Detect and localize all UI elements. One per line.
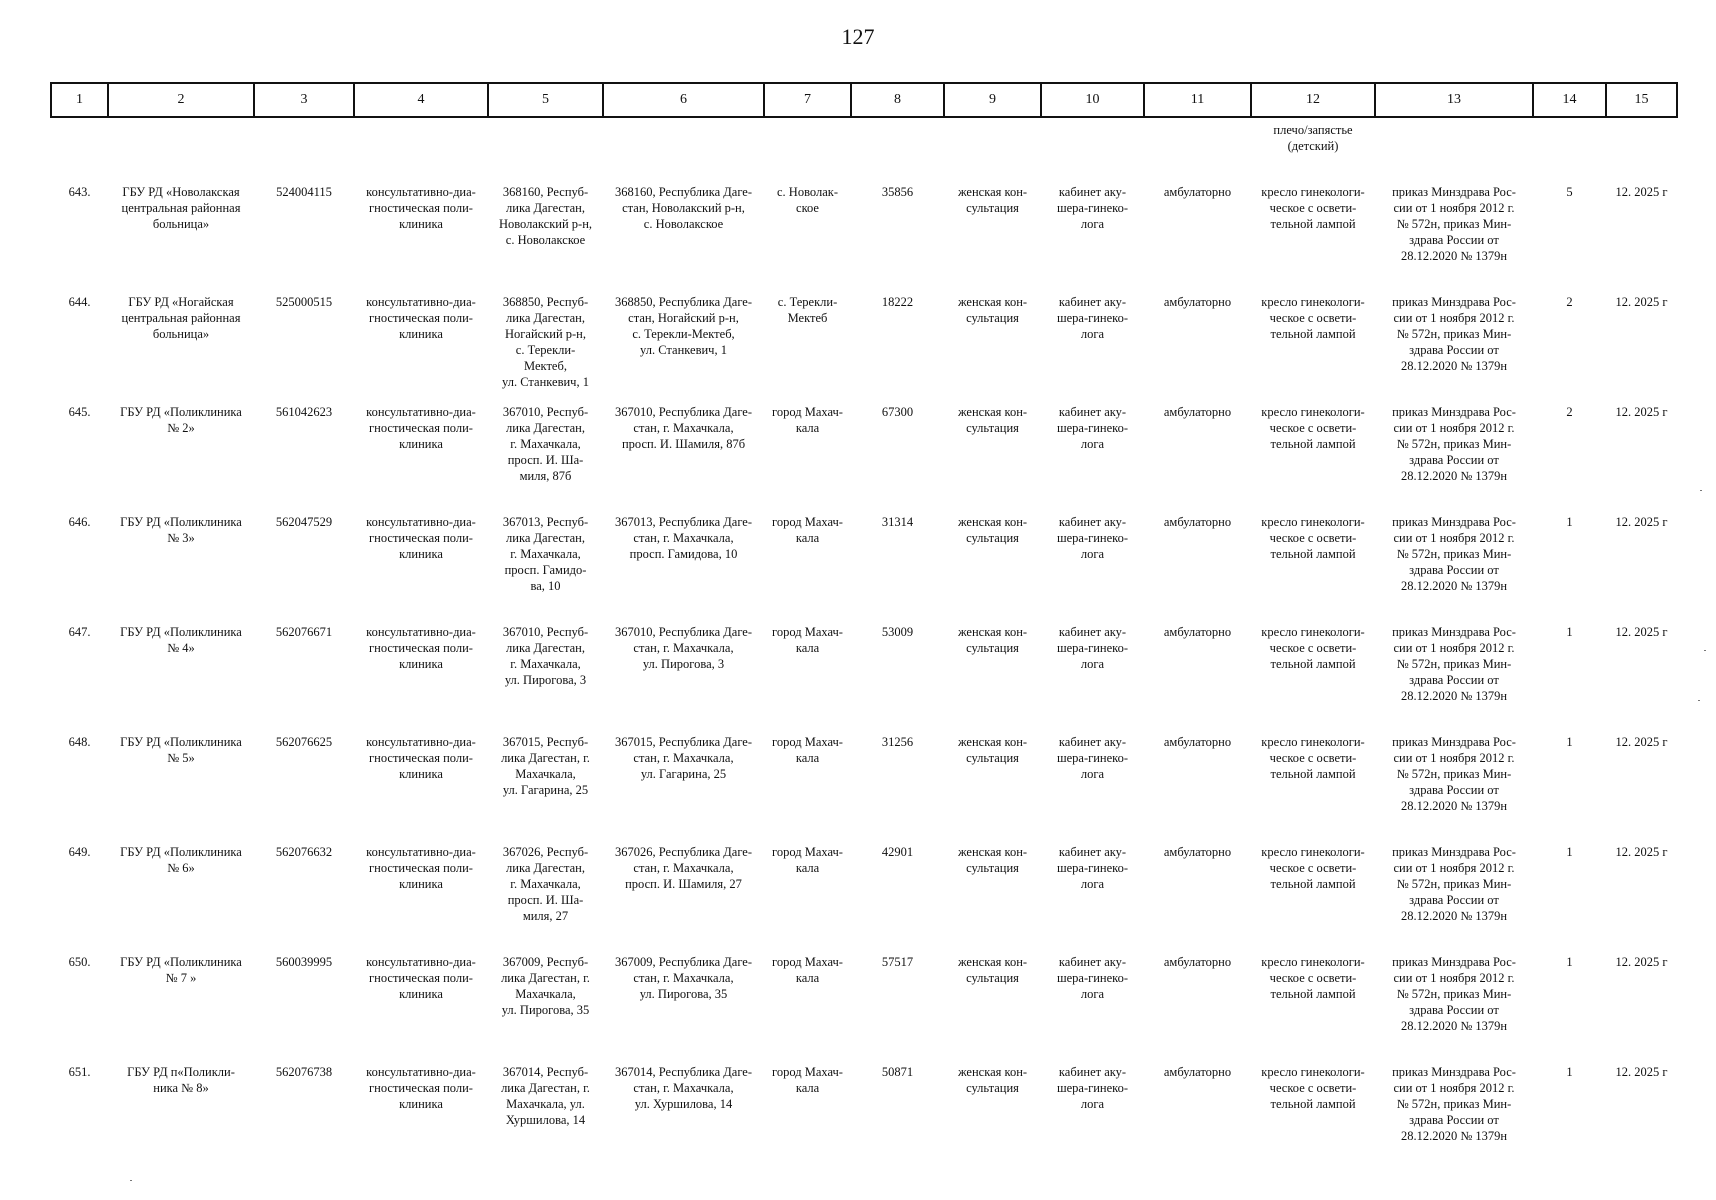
care-mode: амбулаторно <box>1163 405 1232 419</box>
unit: женская кон- сультация <box>957 185 1028 215</box>
organization-name: ГБУ РД п«Поликли- ника № 8» <box>127 1065 235 1095</box>
locality: город Махач- кала <box>772 515 843 545</box>
legal-address: 367014, Респуб- лика Дагестан, г. Махачкала, ул. Хуршилова, 14 <box>501 1065 590 1127</box>
row-number: 647. <box>68 625 91 639</box>
header-cell: 8 <box>851 83 944 117</box>
deadline: 12. 2025 г <box>1615 955 1668 969</box>
population: 50871 <box>881 1065 914 1079</box>
actual-address: 368160, Республика Даге- стан, Новолакский р-н, с. Новолакское <box>615 185 752 231</box>
equipment: кресло гинекологи- ческое с освети- тельной лампой <box>1261 405 1365 451</box>
table-row <box>51 176 1677 286</box>
deadline: 12. 2025 г <box>1615 845 1668 859</box>
quantity: 1 <box>1566 845 1573 859</box>
quantity: 1 <box>1566 515 1573 529</box>
row-number: 645. <box>68 405 91 419</box>
room: кабинет аку- шера-гинеко- лога <box>1056 845 1129 891</box>
care-mode: амбулаторно <box>1163 185 1232 199</box>
organization-code: 562047529 <box>275 515 333 529</box>
room: кабинет аку- шера-гинеко- лога <box>1056 955 1129 1001</box>
regulation-order: приказ Минздрава Рос- сии от 1 ноября 2012 г. № 572н, приказ Мин- здрава России от 28.12.2020 № 1379н <box>1392 295 1516 373</box>
header-cell: 4 <box>354 83 488 117</box>
legal-address: 367026, Респуб- лика Дагестан, г. Махачкала, просп. И. Ша- миля, 27 <box>502 845 589 923</box>
unit: женская кон- сультация <box>957 845 1028 875</box>
legal-address: 368160, Респуб- лика Дагестан, Новолакский р-н, с. Новолакское <box>498 185 593 247</box>
quantity: 1 <box>1566 735 1573 749</box>
regulation-order: приказ Минздрава Рос- сии от 1 ноября 2012 г. № 572н, приказ Мин- здрава России от 28.12.2020 № 1379н <box>1392 515 1516 593</box>
header-cell: 9 <box>944 83 1041 117</box>
organization-name: ГБУ РД «Поликлиника № 4» <box>120 625 242 655</box>
organization-code: 562076738 <box>275 1065 333 1079</box>
deadline: 12. 2025 г <box>1615 185 1668 199</box>
row-number: 650. <box>68 955 91 969</box>
population: 42901 <box>881 845 914 859</box>
deadline: 12. 2025 г <box>1615 515 1668 529</box>
scan-speck <box>1700 490 1702 491</box>
population: 31314 <box>881 515 914 529</box>
header-cell: 7 <box>764 83 851 117</box>
regulation-order: приказ Минздрава Рос- сии от 1 ноября 2012 г. № 572н, приказ Мин- здрава России от 28.12.2020 № 1379н <box>1392 625 1516 703</box>
actual-address: 367010, Республика Даге- стан, г. Махачкала, просп. И. Шамиля, 87б <box>615 405 752 451</box>
header-cell: 1 <box>51 83 108 117</box>
locality: город Махач- кала <box>772 735 843 765</box>
equipment: кресло гинекологи- ческое с освети- тельной лампой <box>1261 845 1365 891</box>
equipment: кресло гинекологи- ческое с освети- тельной лампой <box>1261 515 1365 561</box>
scan-speck <box>1704 650 1706 651</box>
equipment: кресло гинекологи- ческое с освети- тельной лампой <box>1261 735 1365 781</box>
care-mode: амбулаторно <box>1163 735 1232 749</box>
actual-address: 367026, Республика Даге- стан, г. Махачкала, просп. И. Шамиля, 27 <box>615 845 752 891</box>
population: 18222 <box>881 295 914 309</box>
row-number: 651. <box>68 1065 91 1079</box>
care-mode: амбулаторно <box>1163 1065 1232 1079</box>
room: кабинет аку- шера-гинеко- лога <box>1056 515 1129 561</box>
empty-cell <box>51 117 1251 176</box>
care-mode: амбулаторно <box>1163 295 1232 309</box>
organization-code: 525000515 <box>275 295 333 309</box>
equipment: кресло гинекологи- ческое с освети- тельной лампой <box>1261 1065 1365 1111</box>
row-number: 649. <box>68 845 91 859</box>
facility-type: консультативно-диа- гностическая поли- клиника <box>366 625 476 671</box>
regulation-order: приказ Минздрава Рос- сии от 1 ноября 2012 г. № 572н, приказ Мин- здрава России от 28.12.2020 № 1379н <box>1392 955 1516 1033</box>
unit: женская кон- сультация <box>957 515 1028 545</box>
population: 31256 <box>881 735 914 749</box>
legal-address: 367010, Респуб- лика Дагестан, г. Махачкала, ул. Пирогова, 3 <box>502 625 589 687</box>
room: кабинет аку- шера-гинеко- лога <box>1056 405 1129 451</box>
unit: женская кон- сультация <box>957 295 1028 325</box>
regulation-order: приказ Минздрава Рос- сии от 1 ноября 2012 г. № 572н, приказ Мин- здрава России от 28.12.2020 № 1379н <box>1392 845 1516 923</box>
facility-type: консультативно-диа- гностическая поли- клиника <box>366 845 476 891</box>
room: кабинет аку- шера-гинеко- лога <box>1056 1065 1129 1111</box>
table-row <box>51 396 1677 506</box>
care-mode: амбулаторно <box>1163 625 1232 639</box>
deadline: 12. 2025 г <box>1615 1065 1668 1079</box>
legal-address: 367013, Респуб- лика Дагестан, г. Махачкала, просп. Гамидо- ва, 10 <box>502 515 589 593</box>
facility-type: консультативно-диа- гностическая поли- клиника <box>366 405 476 451</box>
organization-code: 561042623 <box>275 405 333 419</box>
organization-name: ГБУ РД «Поликлиника № 7 » <box>120 955 242 985</box>
organization-name: ГБУ РД «Поликлиника № 5» <box>120 735 242 765</box>
table-row <box>51 286 1677 396</box>
care-mode: амбулаторно <box>1163 845 1232 859</box>
population: 67300 <box>881 405 914 419</box>
quantity: 2 <box>1566 295 1573 309</box>
legal-address: 368850, Респуб- лика Дагестан, Ногайский р-н, с. Терекли- Мектеб, ул. Станкевич, 1 <box>502 295 589 389</box>
row-number: 644. <box>68 295 91 309</box>
equipment: кресло гинекологи- ческое с освети- тельной лампой <box>1261 185 1365 231</box>
empty-cell <box>1375 117 1677 176</box>
facility-type: консультативно-диа- гностическая поли- клиника <box>366 515 476 561</box>
population: 57517 <box>881 955 914 969</box>
organization-name: ГБУ РД «Поликлиника № 2» <box>120 405 242 435</box>
unit: женская кон- сультация <box>957 625 1028 655</box>
equipment: кресло гинекологи- ческое с освети- тельной лампой <box>1261 295 1365 341</box>
regulation-order: приказ Минздрава Рос- сии от 1 ноября 2012 г. № 572н, приказ Мин- здрава России от 28.12.2020 № 1379н <box>1392 185 1516 263</box>
header-cell: 11 <box>1144 83 1251 117</box>
equipment: кресло гинекологи- ческое с освети- тельной лампой <box>1261 625 1365 671</box>
organization-code: 562076671 <box>275 625 333 639</box>
quantity: 1 <box>1566 955 1573 969</box>
actual-address: 367015, Республика Даге- стан, г. Махачкала, ул. Гагарина, 25 <box>615 735 752 781</box>
unit: женская кон- сультация <box>957 955 1028 985</box>
scan-speck <box>130 1180 132 1181</box>
page-number: 127 <box>841 24 875 49</box>
header-cell: 10 <box>1041 83 1144 117</box>
population: 35856 <box>881 185 914 199</box>
table-row <box>51 726 1677 836</box>
actual-address: 367013, Республика Даге- стан, г. Махачкала, просп. Гамидова, 10 <box>615 515 752 561</box>
header-cell: 15 <box>1606 83 1677 117</box>
continuation-equipment: плечо/запястье (детский) <box>1273 123 1353 153</box>
organization-code: 524004115 <box>276 185 332 199</box>
facility-type: консультативно-диа- гностическая поли- клиника <box>366 295 476 341</box>
header-cell: 13 <box>1375 83 1533 117</box>
room: кабинет аку- шера-гинеко- лога <box>1056 185 1129 231</box>
care-mode: амбулаторно <box>1163 955 1232 969</box>
room: кабинет аку- шера-гинеко- лога <box>1056 625 1129 671</box>
header-cell: 5 <box>488 83 603 117</box>
table-row <box>51 1056 1677 1166</box>
organization-name: ГБУ РД «Новолакская центральная районная больница» <box>121 185 241 231</box>
locality: с. Терекли- Мектеб <box>777 295 838 325</box>
table-row <box>51 836 1677 946</box>
regulation-order: приказ Минздрава Рос- сии от 1 ноября 2012 г. № 572н, приказ Мин- здрава России от 28.12.2020 № 1379н <box>1392 735 1516 813</box>
facility-type: консультативно-диа- гностическая поли- клиника <box>366 955 476 1001</box>
facility-type: консультативно-диа- гностическая поли- клиника <box>366 1065 476 1111</box>
quantity: 1 <box>1566 625 1573 639</box>
room: кабинет аку- шера-гинеко- лога <box>1056 295 1129 341</box>
quantity: 2 <box>1566 405 1573 419</box>
unit: женская кон- сультация <box>957 1065 1028 1095</box>
locality: город Махач- кала <box>772 405 843 435</box>
row-number: 648. <box>68 735 91 749</box>
quantity: 5 <box>1566 185 1573 199</box>
deadline: 12. 2025 г <box>1615 295 1668 309</box>
legal-address: 367009, Респуб- лика Дагестан, г. Махачкала, ул. Пирогова, 35 <box>501 955 590 1017</box>
table-header <box>51 83 1677 117</box>
actual-address: 367014, Республика Даге- стан, г. Махачкала, ул. Хуршилова, 14 <box>615 1065 752 1111</box>
organization-name: ГБУ РД «Ногайская центральная районная больница» <box>121 295 241 341</box>
facility-type: консультативно-диа- гностическая поли- клиника <box>366 185 476 231</box>
actual-address: 367009, Республика Даге- стан, г. Махачкала, ул. Пирогова, 35 <box>615 955 752 1001</box>
care-mode: амбулаторно <box>1163 515 1232 529</box>
quantity: 1 <box>1566 1065 1573 1079</box>
deadline: 12. 2025 г <box>1615 405 1668 419</box>
header-cell: 2 <box>108 83 254 117</box>
organization-code: 560039995 <box>275 955 333 969</box>
actual-address: 367010, Республика Даге- стан, г. Махачкала, ул. Пирогова, 3 <box>615 625 752 671</box>
organization-code: 562076625 <box>275 735 333 749</box>
header-cell: 6 <box>603 83 764 117</box>
regulation-order: приказ Минздрава Рос- сии от 1 ноября 2012 г. № 572н, приказ Мин- здрава России от 28.12.2020 № 1379н <box>1392 405 1516 483</box>
header-cell: 3 <box>254 83 354 117</box>
organization-name: ГБУ РД «Поликлиника № 6» <box>120 845 242 875</box>
legal-address: 367010, Респуб- лика Дагестан, г. Махачкала, просп. И. Ша- миля, 87б <box>502 405 589 483</box>
locality: город Махач- кала <box>772 955 843 985</box>
table-body <box>51 117 1677 1166</box>
continuation-row <box>51 117 1677 176</box>
row-number: 646. <box>68 515 91 529</box>
facility-type: консультативно-диа- гностическая поли- клиника <box>366 735 476 781</box>
population: 53009 <box>881 625 914 639</box>
room: кабинет аку- шера-гинеко- лога <box>1056 735 1129 781</box>
unit: женская кон- сультация <box>957 405 1028 435</box>
registry-table <box>50 82 1678 1166</box>
regulation-order: приказ Минздрава Рос- сии от 1 ноября 2012 г. № 572н, приказ Мин- здрава России от 28.12.2020 № 1379н <box>1392 1065 1516 1143</box>
header-cell: 14 <box>1533 83 1606 117</box>
equipment: кресло гинекологи- ческое с освети- тельной лампой <box>1261 955 1365 1001</box>
scan-speck <box>1698 700 1700 701</box>
row-number: 643. <box>68 185 91 199</box>
organization-name: ГБУ РД «Поликлиника № 3» <box>120 515 242 545</box>
table-row <box>51 616 1677 726</box>
locality: с. Новолак- ское <box>777 185 838 215</box>
organization-code: 562076632 <box>275 845 333 859</box>
deadline: 12. 2025 г <box>1615 625 1668 639</box>
locality: город Махач- кала <box>772 625 843 655</box>
table-row <box>51 946 1677 1056</box>
locality: город Махач- кала <box>772 1065 843 1095</box>
unit: женская кон- сультация <box>957 735 1028 765</box>
legal-address: 367015, Респуб- лика Дагестан, г. Махачкала, ул. Гагарина, 25 <box>501 735 590 797</box>
table-row <box>51 506 1677 616</box>
actual-address: 368850, Республика Даге- стан, Ногайский р-н, с. Терекли-Мектеб, ул. Станкевич, 1 <box>615 295 752 357</box>
header-cell: 12 <box>1251 83 1375 117</box>
deadline: 12. 2025 г <box>1615 735 1668 749</box>
locality: город Махач- кала <box>772 845 843 875</box>
